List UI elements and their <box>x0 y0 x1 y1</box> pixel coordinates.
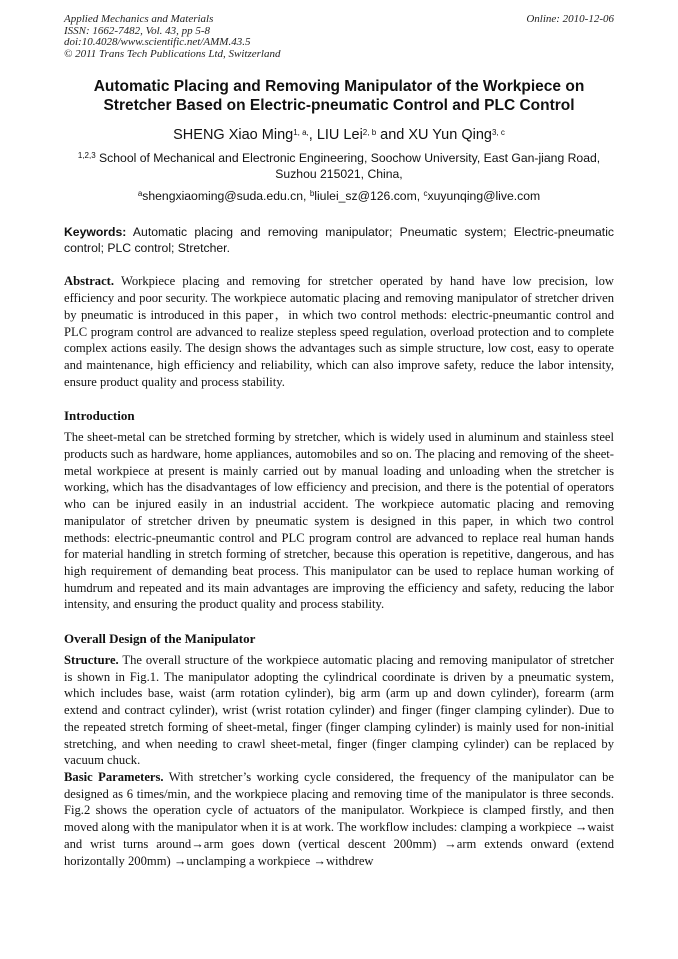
journal-name: Applied Mechanics and Materials <box>64 13 214 25</box>
email-sup: c <box>423 189 428 198</box>
journal-copyright: © 2011 Trans Tech Publications Ltd, Switzerland <box>64 47 281 60</box>
structure-label: Structure. <box>64 653 119 668</box>
email-sup: a <box>137 189 143 198</box>
author-sup: 2, b <box>362 128 377 137</box>
author-sup: 1, a, <box>293 128 309 137</box>
affiliation <box>64 150 614 182</box>
abstract <box>64 273 614 390</box>
author-name: LIU Lei <box>316 127 363 143</box>
structure-paragraph <box>64 652 614 769</box>
author-separator: , <box>308 127 317 143</box>
email-sup: b <box>309 189 315 198</box>
journal-info <box>64 14 280 60</box>
author-sup: 3, c <box>491 128 505 137</box>
email-address[interactable]: liulei_sz@126.com <box>314 189 417 203</box>
paper-title: Automatic Placing and Removing Manipulator of the Workpiece on Stretcher Based on Electric-pneumatic Control and PLC Control <box>93 78 585 114</box>
author-separator: and <box>376 127 409 143</box>
basic-parameters-label: Basic Parameters. <box>64 769 164 784</box>
abstract-text: Workpiece placing and removing for stretcher operated by hand have low precision, low efficiency and poor security. The workpiece automatic placing and removing manipulator of stretcher driven by pneumatic is introduced in this paper，in which two control methods: electric-pneumantic control and PLC program control are advanced to realize stepless speed regulation, overload protection and to complete complex actions easily. The design shows the advantages such as simple structure, low cost, easy to operate and maintenance, high efficiency and reliability, which can also improve safety, reduce the labor intensity, ensure product quality and process stability. <box>64 274 614 389</box>
online-date: Online: 2010-12-06 <box>526 13 614 25</box>
journal-issn: ISSN: 1662-7482, Vol. 43, pp 5-8 <box>64 24 211 37</box>
keywords-label: Keywords: <box>64 225 127 239</box>
affiliation-text: School of Mechanical and Electronic Engineering, Soochow University, East Gan-jiang Road, Suzhou 215021, China, <box>99 151 601 181</box>
basic-parameters-text: With stretcher’s working cycle considered, the frequency of the manipulator can be designed as 6 times/min, and the workpiece placing and removing time of the manipulator is three seconds. Fig.2 shows the operation cycle of actuators of the manipulator. Workpiece is clamped firstly, and then moved along with the manipulator when it is at work. The workflow includes: clamping a workpiece →waist and wrist turns around→arm goes down (vertical descent 200mm) →arm extends onward (extend horizontally 200mm) →unclamping a workpiece →withdrew <box>64 769 614 868</box>
email-address[interactable]: shengxiaoming@suda.edu.cn <box>142 189 304 203</box>
email-line: $^a$shengxiaoming@suda.edu.cn, $^b$liulei_sz@126.com, $^c$xuyunqing@live.com <box>137 189 541 203</box>
journal-doi: doi:10.4028/www.scientific.net/AMM.43.5 <box>64 36 251 48</box>
affiliation-sup: 1,2,3 <box>77 151 96 160</box>
introduction-paragraph: The sheet-metal can be stretched forming by stretcher, which is widely used in aluminum and stainless steel products such as hardware, home appliances, automobiles and so on. The placing and removing of the sheet-metal workpiece at present is mainly carried out by manual loading and unloading when the stretcher is working, which has the disadvantages of low efficiency and precision, and there is the potential of operators who can be injured easily in an industrial accident. The workpiece automatic placing and removing manipulator of stretcher driven by pneumatic system is designed in this paper, in which two control methods: electric-pneumantic control and PLC program control are advanced to replace real human hands for material handling in stretch forming of stretcher, because this operation is repetitive, dangerous, and has high requirement of demanding beat process. This manipulator can be used to replace human working of humdrum and repeated and its main advantages are improving the efficiency and safety, reducing the labor intensity, and ensuring the product quality and process stability. <box>64 430 614 612</box>
abstract-label: Abstract. <box>64 274 115 289</box>
journal-header <box>64 14 614 60</box>
author-name: XU Yun Qing <box>408 127 492 143</box>
basic-parameters-paragraph <box>64 769 614 869</box>
structure-text: The overall structure of the workpiece automatic placing and removing manipulator of stretcher is shown in Fig.1. The manipulator adopting the cylindrical coordinate is driven by a pneumatic system, which includes base, waist (arm rotation cylinder), big arm (arm up and down cylinder), forearm (arm extend and contract cylinder), wrist (wrist rotation cylinder) and finger (finger clamping cylinder). Due to the repeated stretch forming of sheet-metal, finger (finger clamping cylinder) is mainly used for non-initial stretching, and when needing to crawl sheet-metal, finger (finger clamping cylinder) can be replaced by vacuum chuck. <box>64 653 615 768</box>
keywords-text: Automatic placing and removing manipulator; Pneumatic system; Electric-pneumatic control; PLC control; Stretcher. <box>64 225 614 256</box>
author-name: SHENG Xiao Ming <box>173 127 294 143</box>
paper-page <box>64 14 614 869</box>
section-heading-introduction: Introduction <box>64 408 135 424</box>
email-address[interactable]: xuyunqing@live.com <box>427 189 541 203</box>
section-heading-overall-design: Overall Design of the Manipulator <box>64 631 256 647</box>
author-line <box>64 126 614 144</box>
keywords <box>64 224 614 256</box>
